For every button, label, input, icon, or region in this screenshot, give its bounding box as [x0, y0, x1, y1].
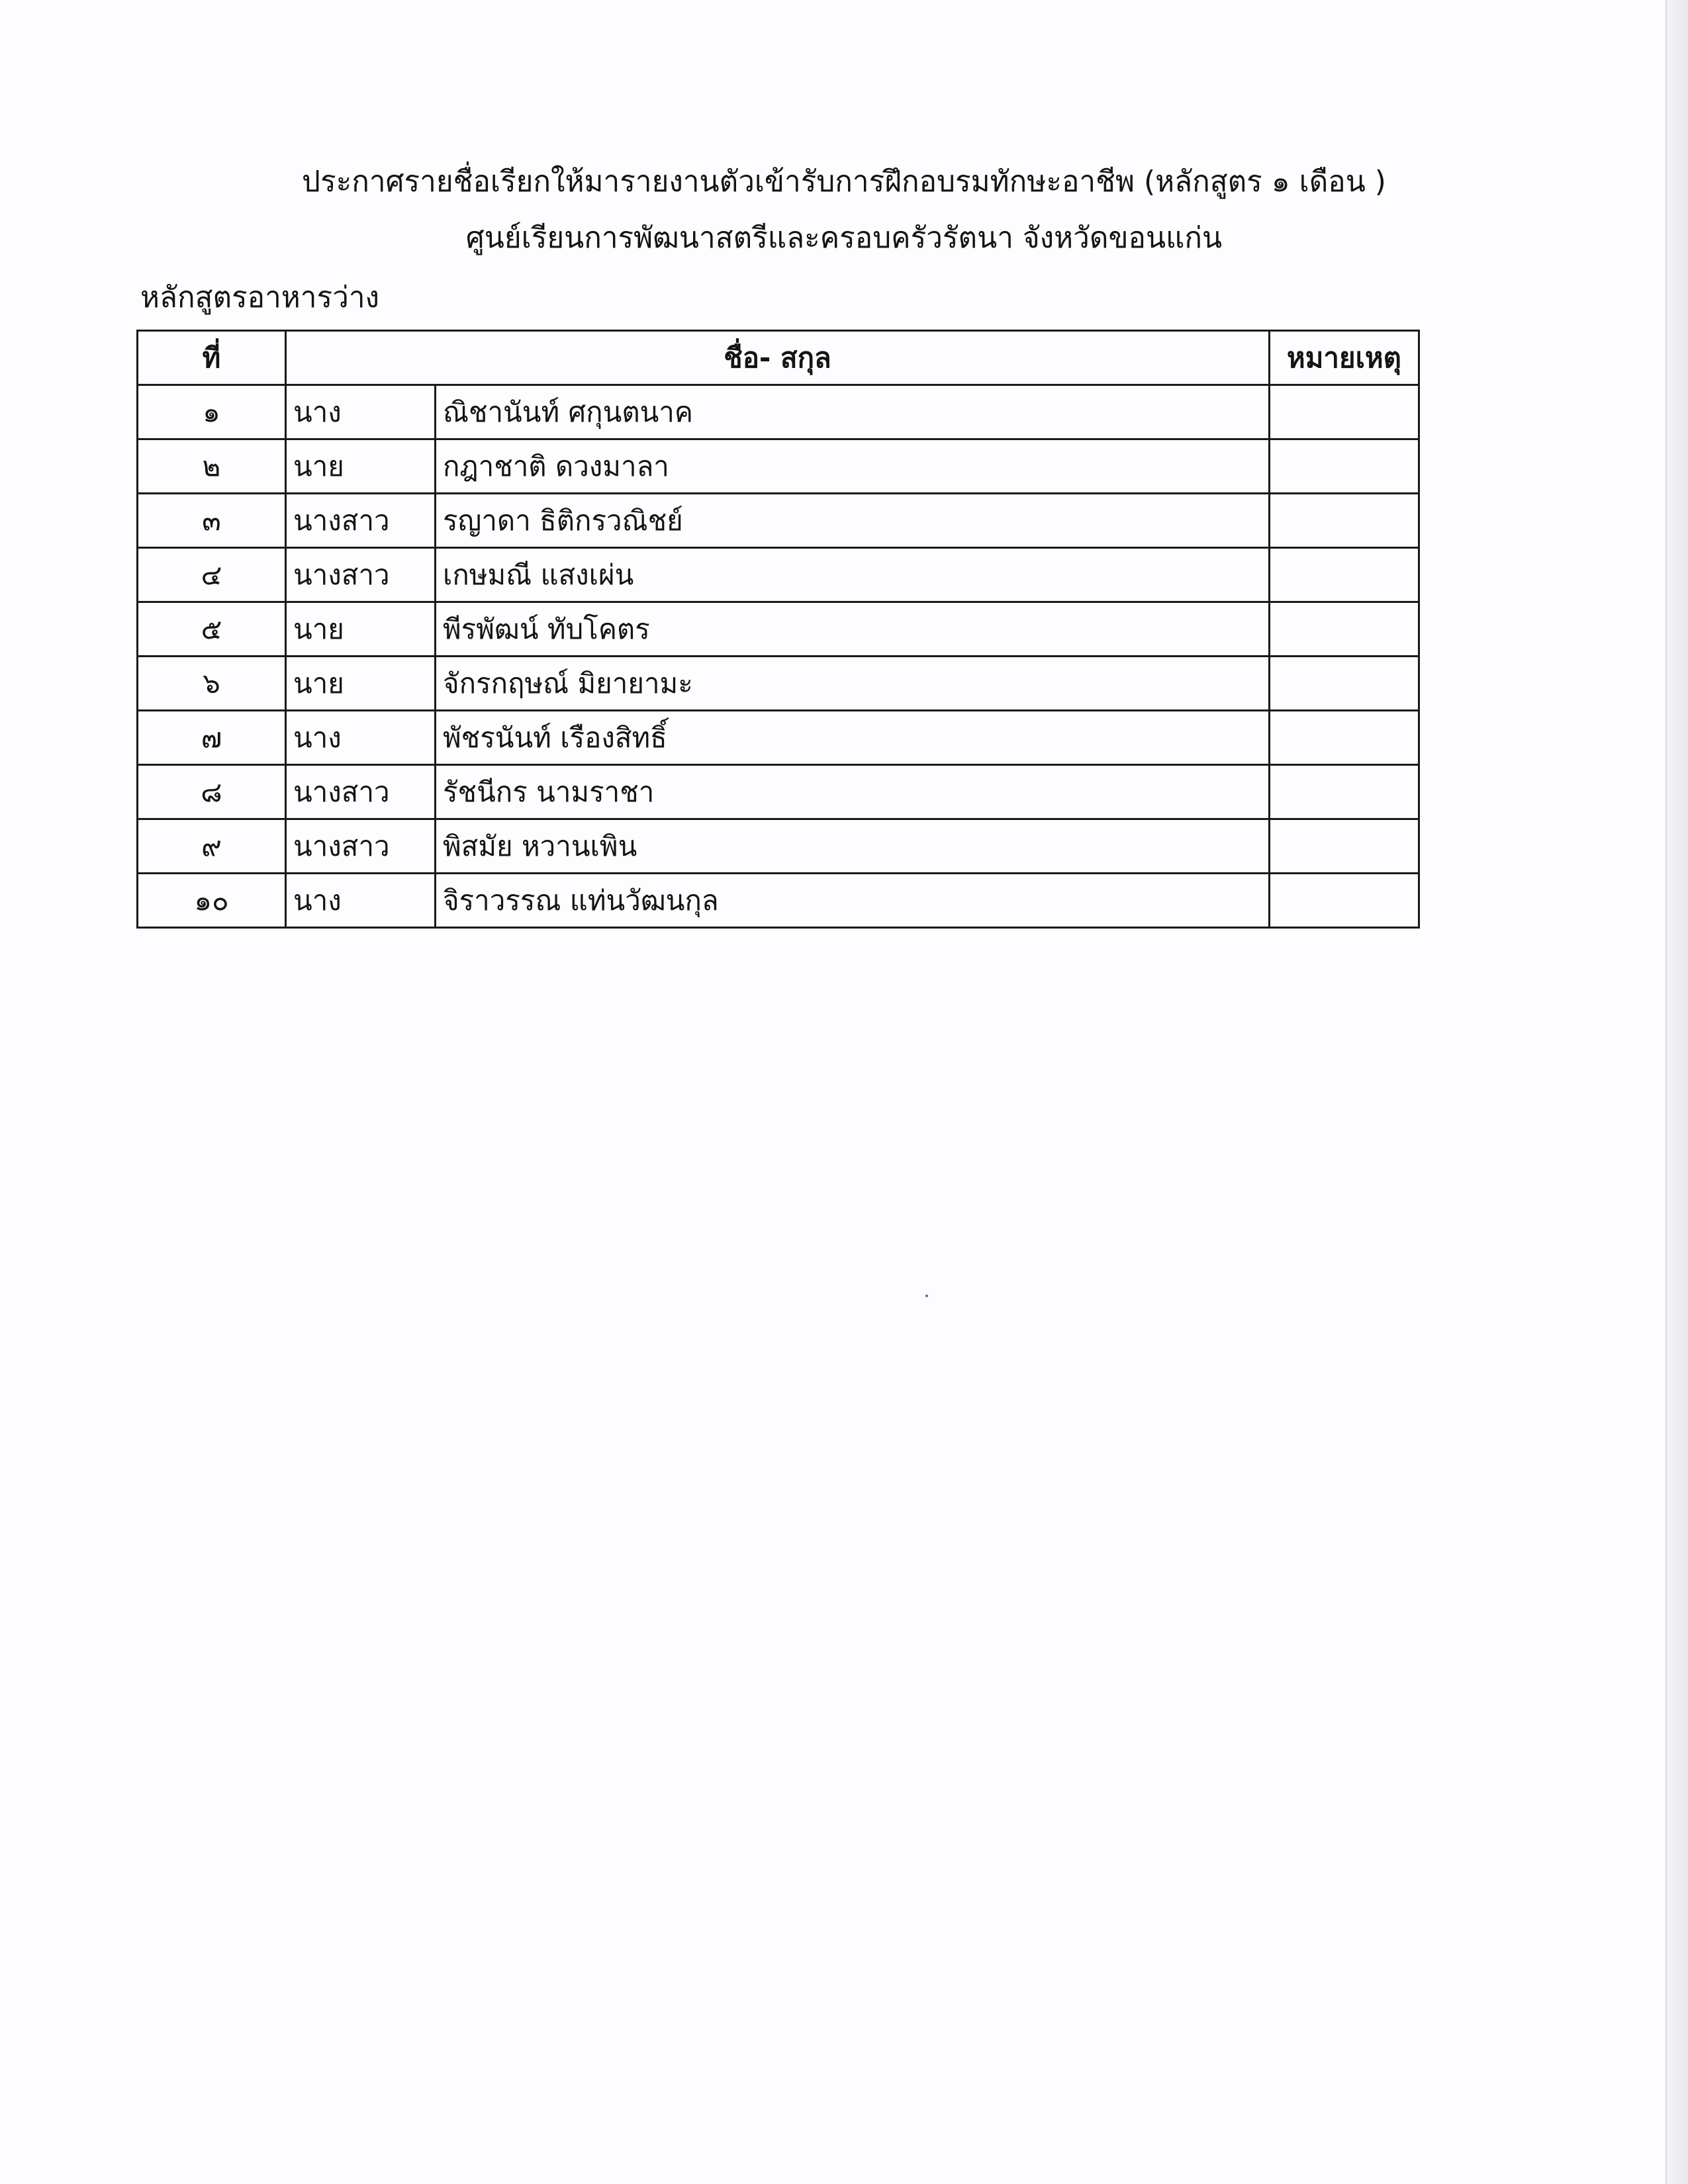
- row-prefix: นางสาว: [286, 548, 436, 602]
- table-header-row: [138, 331, 1419, 385]
- row-note: [1270, 548, 1419, 602]
- row-number: ๓: [138, 494, 286, 548]
- header-no: ที่: [138, 331, 286, 385]
- row-full-name: รญาดา ธิติกรวณิชย์: [436, 494, 1270, 548]
- scan-speck: [925, 1295, 928, 1297]
- header-note: หมายเหตุ: [1270, 331, 1419, 385]
- row-prefix: นาง: [286, 385, 436, 439]
- header-name: ชื่อ- สกุล: [286, 331, 1270, 385]
- row-prefix: นาย: [286, 602, 436, 657]
- row-note: [1270, 711, 1419, 765]
- row-prefix: นางสาว: [286, 819, 436, 874]
- course-name: หลักสูตรอาหารว่าง: [140, 281, 380, 314]
- row-note: [1270, 765, 1419, 819]
- table-row: [138, 765, 1419, 819]
- row-full-name: ณิชานันท์ ศกุนตนาค: [436, 385, 1270, 439]
- document-title-line-2: ศูนย์เรียนการพัฒนาสตรีและครอบครัวรัตนา จังหวัดขอนแก่น: [465, 221, 1223, 255]
- table-row: [138, 819, 1419, 874]
- row-note: [1270, 494, 1419, 548]
- row-number: ๙: [138, 819, 286, 874]
- row-full-name: จิราวรรณ แท่นวัฒนกุล: [436, 874, 1270, 928]
- row-note: [1270, 657, 1419, 711]
- row-number: ๔: [138, 548, 286, 602]
- table-row: [138, 874, 1419, 928]
- table-row: [138, 439, 1419, 494]
- row-number: ๑๐: [138, 874, 286, 928]
- table-row: [138, 385, 1419, 439]
- row-prefix: นาง: [286, 874, 436, 928]
- table-row: [138, 548, 1419, 602]
- row-number: ๗: [138, 711, 286, 765]
- table-row: [138, 602, 1419, 657]
- row-full-name: พัชรนันท์ เรืองสิทธิ์: [436, 711, 1270, 765]
- row-prefix: นาง: [286, 711, 436, 765]
- table-row: [138, 711, 1419, 765]
- row-prefix: นางสาว: [286, 494, 436, 548]
- row-number: ๑: [138, 385, 286, 439]
- row-prefix: นาย: [286, 439, 436, 494]
- row-full-name: พีรพัฒน์ ทับโคตร: [436, 602, 1270, 657]
- row-full-name: กฎาชาติ ดวงมาลา: [436, 439, 1270, 494]
- row-full-name: พิสมัย หวานเพิน: [436, 819, 1270, 874]
- page-edge-shadow: [1665, 0, 1688, 2184]
- row-note: [1270, 439, 1419, 494]
- row-note: [1270, 602, 1419, 657]
- row-note: [1270, 385, 1419, 439]
- row-number: ๒: [138, 439, 286, 494]
- row-prefix: นางสาว: [286, 765, 436, 819]
- row-prefix: นาย: [286, 657, 436, 711]
- row-number: ๘: [138, 765, 286, 819]
- roster-table: [136, 330, 1420, 929]
- document-title-line-1: ประกาศรายชื่อเรียกให้มารายงานตัวเข้ารับการฝึกอบรมทักษะอาชีพ (หลักสูตร ๑ เดือน ): [302, 165, 1386, 199]
- row-full-name: เกษมณี แสงเผ่น: [436, 548, 1270, 602]
- row-number: ๖: [138, 657, 286, 711]
- row-note: [1270, 874, 1419, 928]
- table-row: [138, 494, 1419, 548]
- table-row: [138, 657, 1419, 711]
- row-full-name: รัชนีกร นามราชา: [436, 765, 1270, 819]
- row-number: ๕: [138, 602, 286, 657]
- row-full-name: จักรกฤษณ์ มิยายามะ: [436, 657, 1270, 711]
- row-note: [1270, 819, 1419, 874]
